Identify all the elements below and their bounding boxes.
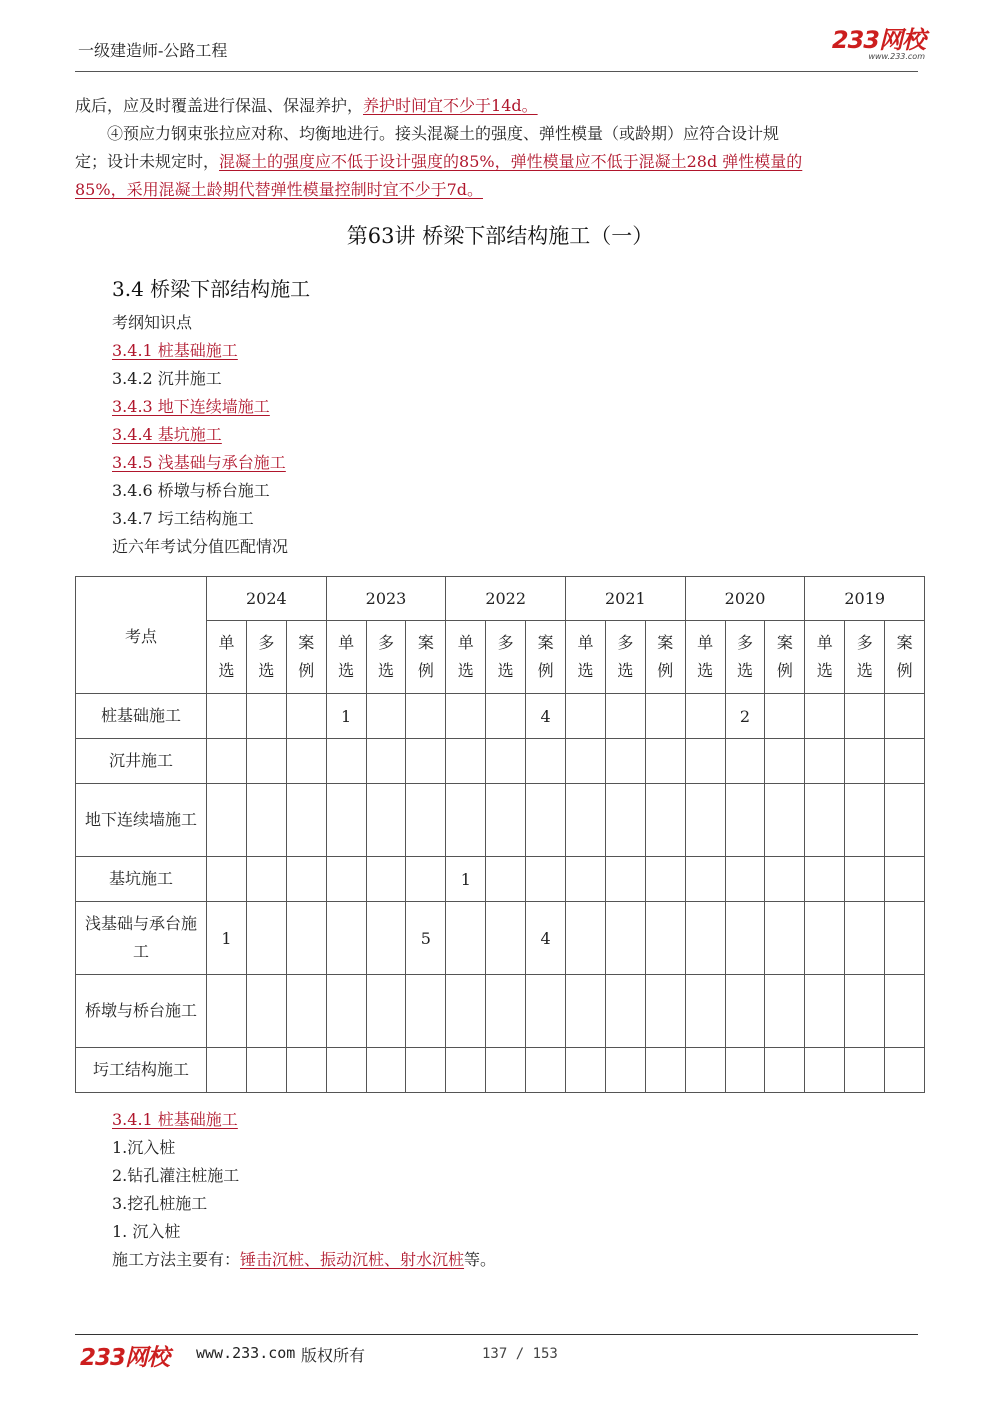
score-cell — [366, 857, 406, 902]
score-cell — [207, 975, 247, 1048]
intro-p1-highlight: 养护时间宜不少于14d。 — [363, 96, 538, 115]
score-cell — [566, 975, 606, 1048]
score-cell — [725, 1048, 765, 1093]
question-type-header: 案 例 — [286, 621, 326, 694]
score-cell — [246, 975, 286, 1048]
score-cell — [566, 694, 606, 739]
score-table — [75, 576, 925, 1093]
question-type-header: 多 选 — [366, 621, 406, 694]
outline-item-text: 3.4.4 基坑施工 — [112, 425, 222, 444]
score-cell — [446, 784, 486, 857]
score-cell — [685, 1048, 725, 1093]
score-cell: 4 — [526, 902, 566, 975]
score-cell — [605, 694, 645, 739]
score-cell — [685, 784, 725, 857]
question-type-header: 多 选 — [725, 621, 765, 694]
score-cell — [566, 1048, 606, 1093]
score-cell — [685, 975, 725, 1048]
intro-p2-line3 — [75, 176, 920, 204]
score-cell — [326, 1048, 366, 1093]
lecture-title: 第63讲 桥梁下部结构施工（一） — [346, 224, 654, 248]
year-header: 2023 — [326, 577, 446, 621]
intro-p2-line2-text: 定；设计未规定时， — [75, 152, 220, 171]
brand-logo — [815, 28, 925, 61]
score-cell — [765, 975, 805, 1048]
score-cell — [605, 902, 645, 975]
table-year-row — [76, 577, 925, 621]
topic-cell: 浅基础与承台施工 — [76, 902, 207, 975]
score-cell — [486, 694, 526, 739]
year-header: 2021 — [566, 577, 686, 621]
score-cell — [845, 902, 885, 975]
score-cell — [605, 857, 645, 902]
table-caption: 近六年考试分值匹配情况 — [112, 537, 289, 556]
score-cell — [526, 857, 566, 902]
score-cell — [526, 1048, 566, 1093]
score-cell — [645, 784, 685, 857]
table-row — [76, 784, 925, 857]
footer-divider — [75, 1334, 918, 1335]
year-header: 2024 — [207, 577, 327, 621]
score-cell — [446, 902, 486, 975]
outline-item — [112, 365, 222, 393]
score-cell: 1 — [207, 902, 247, 975]
score-cell: 4 — [526, 694, 566, 739]
score-cell: 2 — [725, 694, 765, 739]
topic-cell: 桥墩与桥台施工 — [76, 975, 207, 1048]
outline-item-text: 3.4.2 沉井施工 — [112, 369, 222, 388]
outline-item-text: 3.4.3 地下连续墙施工 — [112, 397, 270, 416]
score-cell — [765, 902, 805, 975]
intro-p2-line1: ④预应力钢束张拉应对称、均衡地进行。接头混凝土的强度、弹性模量（或龄期）应符合设计规 — [107, 124, 780, 143]
score-cell: 1 — [446, 857, 486, 902]
score-cell — [406, 857, 446, 902]
topic-cell: 沉井施工 — [76, 739, 207, 784]
score-cell — [406, 1048, 446, 1093]
score-cell — [805, 694, 845, 739]
score-cell — [246, 902, 286, 975]
question-type-header: 多 选 — [486, 621, 526, 694]
year-header: 2019 — [805, 577, 925, 621]
topic-cell: 基坑施工 — [76, 857, 207, 902]
score-cell — [326, 739, 366, 784]
score-cell — [246, 784, 286, 857]
score-cell — [286, 1048, 326, 1093]
score-cell — [486, 975, 526, 1048]
score-cell — [366, 739, 406, 784]
method-list-item-3: 3.挖孔桩施工 — [112, 1194, 208, 1213]
score-cell — [805, 975, 845, 1048]
score-cell — [645, 902, 685, 975]
score-cell — [326, 857, 366, 902]
methods-highlight: 锤击沉桩、振动沉桩、射水沉桩 — [240, 1250, 465, 1269]
score-cell — [207, 857, 247, 902]
score-cell — [486, 739, 526, 784]
score-cell — [566, 902, 606, 975]
score-cell — [885, 1048, 925, 1093]
score-cell — [685, 857, 725, 902]
score-cell — [446, 694, 486, 739]
score-cell — [207, 694, 247, 739]
question-type-header: 单 选 — [446, 621, 486, 694]
score-cell — [765, 694, 805, 739]
question-type-header: 案 例 — [645, 621, 685, 694]
methods-sentence — [112, 1246, 496, 1274]
score-cell — [725, 975, 765, 1048]
outline-item — [112, 505, 254, 533]
score-cell — [286, 857, 326, 902]
score-cell — [486, 784, 526, 857]
score-cell: 1 — [326, 694, 366, 739]
score-cell — [885, 975, 925, 1048]
table-row — [76, 902, 925, 975]
score-cell — [725, 739, 765, 784]
score-cell — [725, 857, 765, 902]
score-cell — [446, 1048, 486, 1093]
score-cell — [725, 784, 765, 857]
intro-paragraph-1 — [75, 92, 920, 120]
table-row — [76, 739, 925, 784]
score-cell — [685, 739, 725, 784]
question-type-header: 单 选 — [685, 621, 725, 694]
footer-url: www.233.com — [196, 1344, 296, 1362]
score-cell — [526, 784, 566, 857]
question-type-header: 单 选 — [326, 621, 366, 694]
intro-p2-line2 — [75, 148, 920, 176]
score-cell — [246, 739, 286, 784]
score-cell — [805, 857, 845, 902]
score-cell — [845, 857, 885, 902]
score-cell — [765, 857, 805, 902]
outline-item-text: 3.4.6 桥墩与桥台施工 — [112, 481, 270, 500]
score-cell — [645, 739, 685, 784]
score-cell — [645, 694, 685, 739]
page-number: 137 / 153 — [482, 1346, 558, 1362]
outline-item-text: 3.4.5 浅基础与承台施工 — [112, 453, 286, 472]
score-cell — [366, 784, 406, 857]
section-title: 3.4 桥梁下部结构施工 — [112, 277, 311, 301]
subsection-heading-link: 3.4.1 桩基础施工 — [112, 1110, 238, 1129]
score-cell — [845, 694, 885, 739]
score-cell — [805, 902, 845, 975]
footer-logo: 233网校 — [80, 1345, 170, 1371]
score-cell — [326, 902, 366, 975]
question-type-header: 案 例 — [885, 621, 925, 694]
question-type-header: 案 例 — [765, 621, 805, 694]
outline-label: 考纲知识点 — [112, 313, 193, 332]
score-cell — [845, 975, 885, 1048]
score-cell — [207, 784, 247, 857]
year-header: 2022 — [446, 577, 566, 621]
score-cell — [765, 784, 805, 857]
outline-item-text: 3.4.1 桩基础施工 — [112, 341, 238, 360]
score-cell — [605, 739, 645, 784]
score-cell — [566, 857, 606, 902]
methods-end: 等。 — [464, 1250, 497, 1269]
intro-p2-line2-highlight: 混凝土的强度应不低于设计强度的85%，弹性模量应不低于混凝土28d 弹性模量的 — [219, 152, 803, 171]
score-cell — [286, 739, 326, 784]
score-cell — [446, 739, 486, 784]
outline-item[interactable] — [112, 337, 238, 365]
score-cell — [765, 1048, 805, 1093]
score-cell — [805, 739, 845, 784]
topic-cell: 圬工结构施工 — [76, 1048, 207, 1093]
score-cell — [566, 784, 606, 857]
score-cell — [885, 694, 925, 739]
question-type-header: 单 选 — [207, 621, 247, 694]
score-cell — [605, 1048, 645, 1093]
topic-cell: 地下连续墙施工 — [76, 784, 207, 857]
score-cell — [486, 902, 526, 975]
outline-item[interactable] — [112, 449, 286, 477]
score-cell — [286, 694, 326, 739]
intro-paragraph-2 — [75, 120, 920, 204]
score-cell — [725, 902, 765, 975]
header-divider — [75, 71, 918, 72]
table-row — [76, 857, 925, 902]
score-cell — [246, 1048, 286, 1093]
score-cell — [685, 694, 725, 739]
score-cell — [207, 739, 247, 784]
score-cell — [845, 739, 885, 784]
score-cell — [885, 784, 925, 857]
score-cell — [286, 975, 326, 1048]
outline-item[interactable] — [112, 393, 270, 421]
logo-text: 233网校 — [831, 26, 925, 54]
score-cell — [366, 1048, 406, 1093]
score-cell — [286, 902, 326, 975]
score-cell — [406, 784, 446, 857]
score-cell — [246, 694, 286, 739]
intro-p2-line3-highlight: 85%，采用混凝土龄期代替弹性模量控制时宜不少于7d。 — [75, 180, 483, 199]
question-type-header: 多 选 — [845, 621, 885, 694]
score-cell — [286, 784, 326, 857]
score-cell — [805, 1048, 845, 1093]
score-cell — [845, 784, 885, 857]
topic-header: 考点 — [76, 577, 207, 694]
question-type-header: 多 选 — [605, 621, 645, 694]
score-cell — [486, 857, 526, 902]
topic-cell: 桩基础施工 — [76, 694, 207, 739]
question-type-header: 案 例 — [406, 621, 446, 694]
question-type-header: 案 例 — [526, 621, 566, 694]
outline-item — [112, 477, 270, 505]
score-cell — [446, 975, 486, 1048]
sub-heading: 1. 沉入桩 — [112, 1222, 181, 1241]
table-row — [76, 1048, 925, 1093]
score-cell — [566, 739, 606, 784]
score-cell — [406, 975, 446, 1048]
score-cell — [685, 902, 725, 975]
question-type-header: 单 选 — [805, 621, 845, 694]
score-cell — [326, 784, 366, 857]
score-cell — [845, 1048, 885, 1093]
logo-url: www.233.com — [868, 52, 925, 61]
score-cell — [406, 694, 446, 739]
score-cell — [246, 857, 286, 902]
score-cell — [366, 694, 406, 739]
intro-p1-text: 成后，应及时覆盖进行保温、保湿养护， — [75, 96, 364, 115]
outline-item-text: 3.4.7 圬工结构施工 — [112, 509, 254, 528]
question-type-header: 单 选 — [566, 621, 606, 694]
score-cell — [526, 975, 566, 1048]
score-cell — [885, 739, 925, 784]
score-cell — [406, 739, 446, 784]
score-cell — [605, 784, 645, 857]
subsection-heading — [112, 1106, 238, 1134]
score-cell — [366, 975, 406, 1048]
score-cell — [645, 857, 685, 902]
score-cell — [486, 1048, 526, 1093]
score-cell — [805, 784, 845, 857]
score-cell — [526, 739, 566, 784]
score-cell — [645, 975, 685, 1048]
score-cell — [207, 1048, 247, 1093]
score-cell — [885, 857, 925, 902]
methods-text: 施工方法主要有： — [112, 1250, 241, 1269]
score-cell — [326, 975, 366, 1048]
score-cell — [605, 975, 645, 1048]
method-list-item-2: 2.钻孔灌注桩施工 — [112, 1166, 240, 1185]
method-list-item-1: 1.沉入桩 — [112, 1138, 176, 1157]
score-cell — [366, 902, 406, 975]
outline-item[interactable] — [112, 421, 222, 449]
score-cell: 5 — [406, 902, 446, 975]
footer-copyright: 版权所有 — [301, 1346, 366, 1365]
header-title: 一级建造师-公路工程 — [78, 41, 228, 60]
score-cell — [765, 739, 805, 784]
year-header: 2020 — [685, 577, 805, 621]
question-type-header: 多 选 — [246, 621, 286, 694]
score-cell — [645, 1048, 685, 1093]
table-row — [76, 975, 925, 1048]
score-cell — [885, 902, 925, 975]
table-row — [76, 694, 925, 739]
